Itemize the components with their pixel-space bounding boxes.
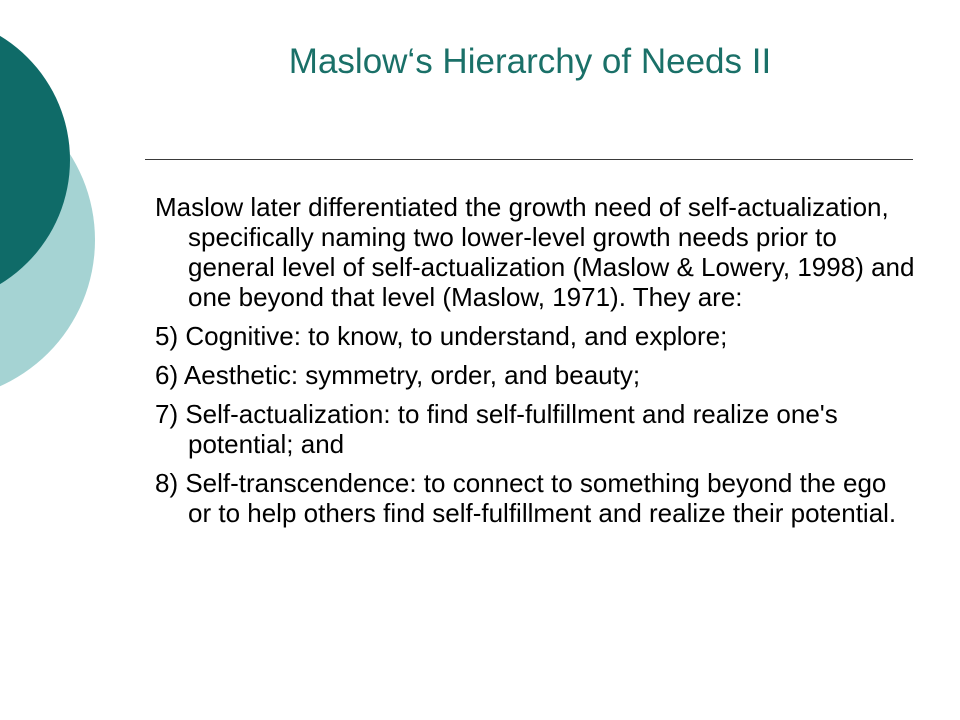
list-item-self-transcendence: 8) Self-transcendence: to connect to something beyond the ego or to help others find self-fulfillment and realize their potential. bbox=[155, 468, 897, 528]
list-item-cognitive: 5) Cognitive: to know, to understand, and explore; bbox=[155, 321, 728, 351]
list-item-aesthetic: 6) Aesthetic: symmetry, order, and beauty; bbox=[155, 360, 641, 390]
slide-body bbox=[155, 192, 915, 537]
slide-title: Maslow‘s Hierarchy of Needs II bbox=[288, 42, 772, 81]
decorative-circles bbox=[0, 0, 120, 400]
list-item-self-actualization: 7) Self-actualization: to find self-fulfillment and realize one's potential; and bbox=[155, 399, 838, 459]
title-divider bbox=[145, 159, 913, 160]
intro-paragraph: Maslow later differentiated the growth need of self-actualization, specifically naming two lower-level growth needs prior to general level of self-actualization (Maslow & Lowery, 1998) and one beyond that level (Maslow, 1971). They are: bbox=[155, 192, 915, 312]
